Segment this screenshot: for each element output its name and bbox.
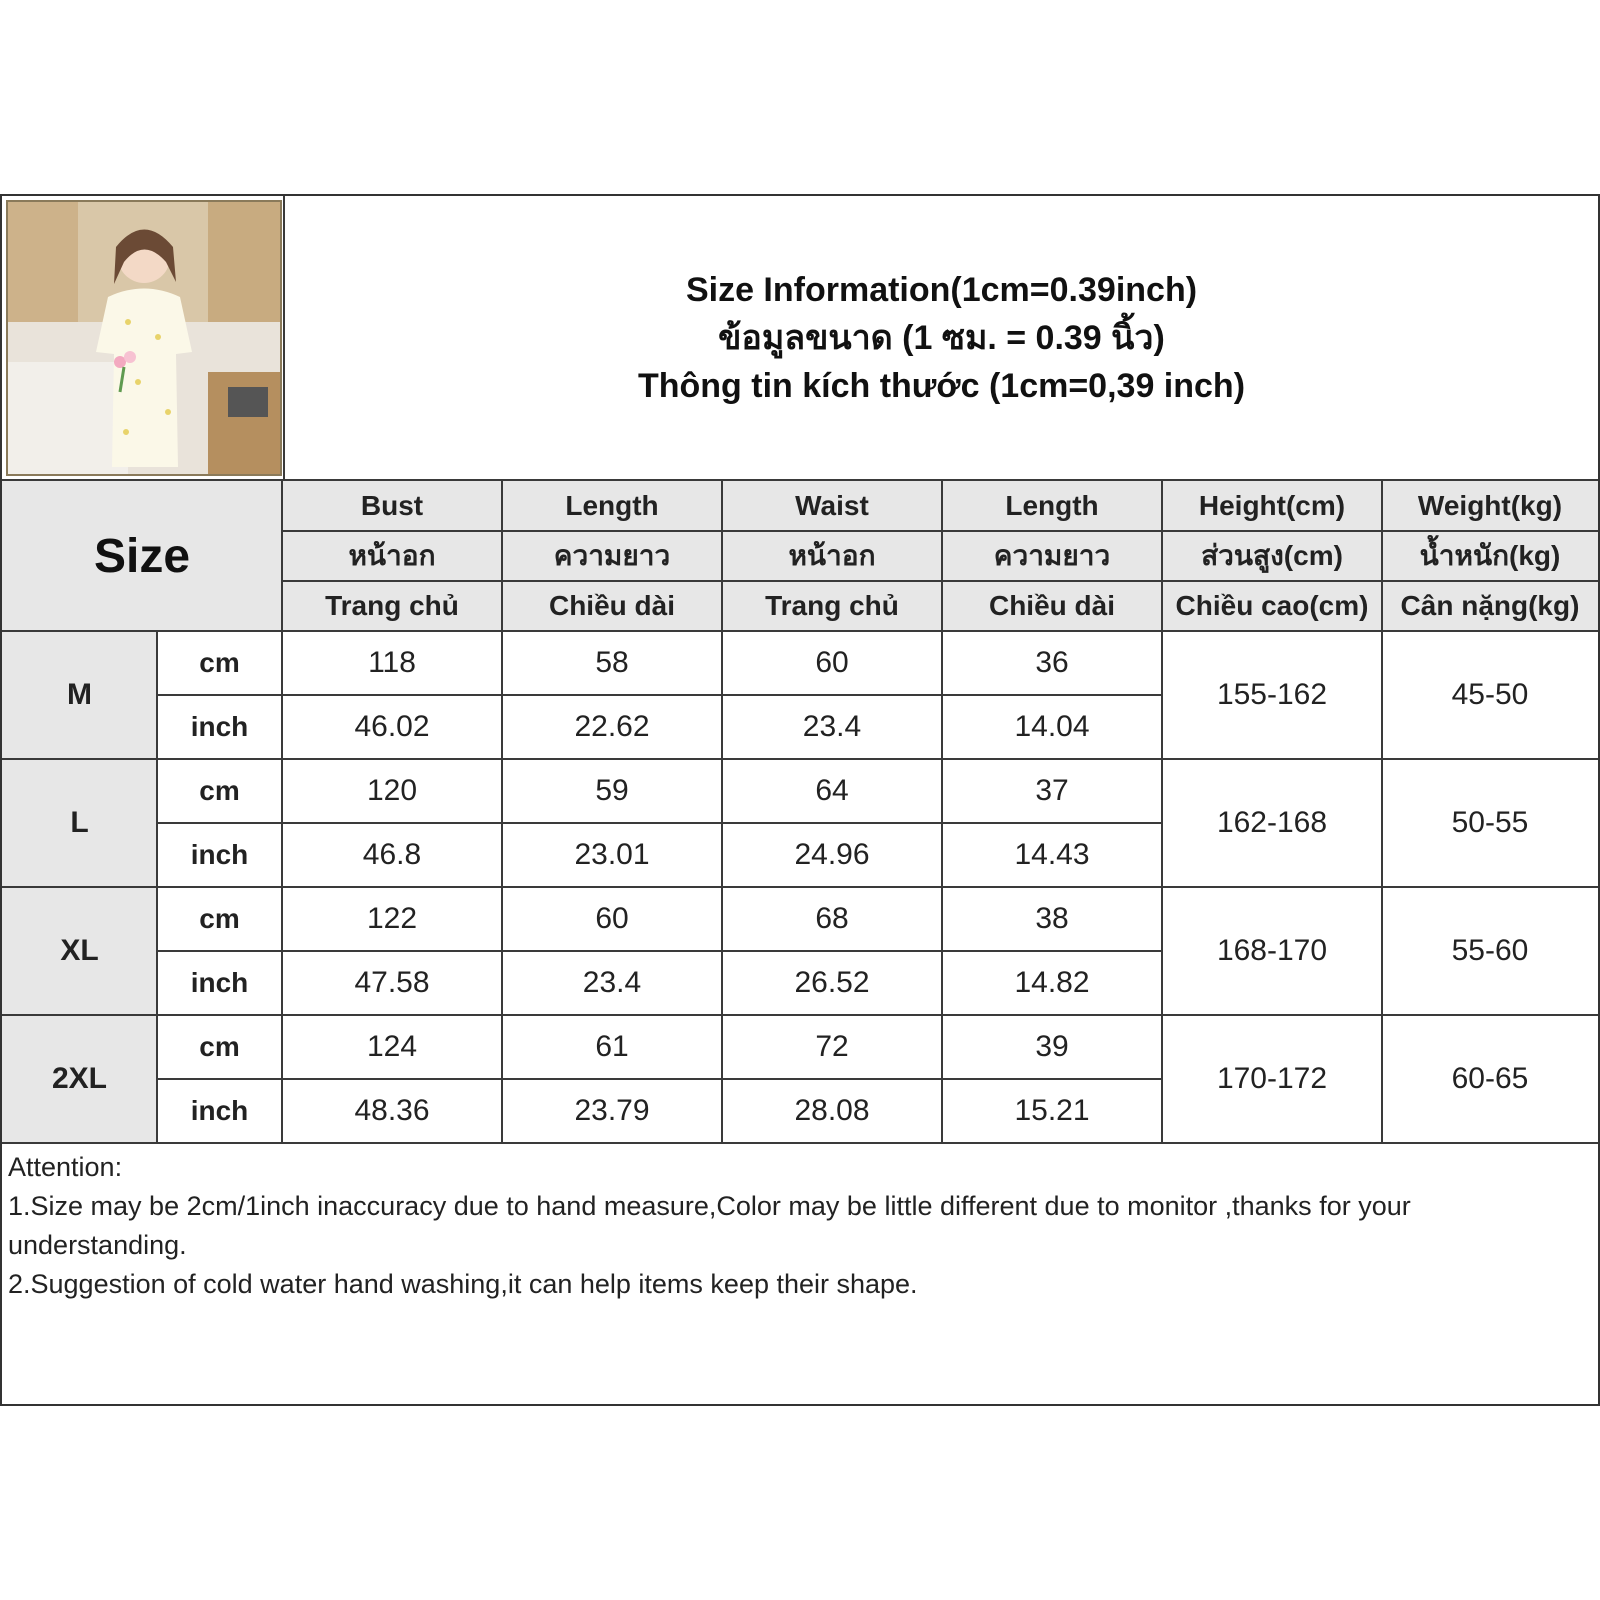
cell-cm-value: 59 (502, 759, 722, 823)
cell-inch-value: 23.4 (502, 951, 722, 1015)
size-label: L (2, 759, 157, 887)
grid-line (2, 479, 1598, 481)
column-header-vi: Chiều dài (942, 581, 1162, 631)
column-header-vi: Chiều cao(cm) (1162, 581, 1382, 631)
column-header-th: ความยาว (942, 531, 1162, 581)
cell-inch-value: 46.8 (282, 823, 502, 887)
cell-inch-value: 23.01 (502, 823, 722, 887)
title-vietnamese: Thông tin kích thước (1cm=0,39 inch) (637, 367, 1246, 405)
column-header-th: น้ำหนัก(kg) (1382, 531, 1598, 581)
cell-inch-value: 15.21 (942, 1079, 1162, 1143)
cell-cm-value: 60 (722, 631, 942, 695)
grid-line (941, 481, 943, 1143)
height-range: 168-170 (1162, 887, 1382, 1015)
grid-line (1381, 481, 1383, 1143)
cell-cm-value: 122 (282, 887, 502, 951)
column-header-vi: Chiều dài (502, 581, 722, 631)
column-header-vi: Trang chủ (282, 581, 502, 631)
cell-cm-value: 60 (502, 887, 722, 951)
grid-line (282, 530, 1598, 532)
grid-line (157, 1078, 1162, 1080)
column-header-th: ส่วนสูง(cm) (1162, 531, 1382, 581)
grid-line (721, 481, 723, 1143)
grid-line (157, 950, 1162, 952)
grid-line (157, 694, 1162, 696)
cell-cm-value: 72 (722, 1015, 942, 1079)
unit-label-cm: cm (157, 759, 282, 823)
cell-inch-value: 28.08 (722, 1079, 942, 1143)
grid-line (2, 886, 1598, 888)
unit-label-cm: cm (157, 631, 282, 695)
note-item: 1.Size may be 2cm/1inch inaccuracy due to hand measure,Color may be little different due to monitor ,thanks for your understanding. (8, 1191, 1411, 1260)
unit-label-inch: inch (157, 823, 282, 887)
title-thai: ข้อมูลขนาด (1 ซม. = 0.39 นิ้ว) (718, 319, 1165, 357)
unit-label-inch: inch (157, 951, 282, 1015)
cell-cm-value: 36 (942, 631, 1162, 695)
cell-inch-value: 14.04 (942, 695, 1162, 759)
column-header-vi: Cân nặng(kg) (1382, 581, 1598, 631)
grid-line (157, 822, 1162, 824)
cell-inch-value: 14.43 (942, 823, 1162, 887)
column-header-en: Height(cm) (1162, 481, 1382, 531)
title-block (285, 196, 1598, 480)
size-label: M (2, 631, 157, 759)
attention-notes (8, 1148, 1588, 1304)
cell-inch-value: 47.58 (282, 951, 502, 1015)
height-range: 155-162 (1162, 631, 1382, 759)
cell-cm-value: 61 (502, 1015, 722, 1079)
cell-inch-value: 14.82 (942, 951, 1162, 1015)
column-header-en: Waist (722, 481, 942, 531)
title-english: Size Information(1cm=0.39inch) (685, 271, 1198, 309)
column-header-en: Length (942, 481, 1162, 531)
grid-line (501, 481, 503, 1143)
cell-cm-value: 118 (282, 631, 502, 695)
grid-line (2, 1014, 1598, 1016)
cell-inch-value: 48.36 (282, 1079, 502, 1143)
column-header-vi: Trang chủ (722, 581, 942, 631)
size-label: 2XL (2, 1015, 157, 1143)
cell-cm-value: 120 (282, 759, 502, 823)
cell-inch-value: 23.4 (722, 695, 942, 759)
weight-range: 55-60 (1382, 887, 1598, 1015)
grid-line (283, 196, 285, 480)
column-header-th: หน้าอก (282, 531, 502, 581)
cell-cm-value: 38 (942, 887, 1162, 951)
cell-inch-value: 23.79 (502, 1079, 722, 1143)
cell-cm-value: 64 (722, 759, 942, 823)
grid-line (2, 758, 1598, 760)
weight-range: 50-55 (1382, 759, 1598, 887)
unit-label-inch: inch (157, 695, 282, 759)
column-header-en: Length (502, 481, 722, 531)
notes-heading: Attention: (8, 1152, 123, 1182)
size-chart (0, 194, 1600, 1406)
unit-label-inch: inch (157, 1079, 282, 1143)
grid-line (2, 630, 1598, 632)
height-range: 162-168 (1162, 759, 1382, 887)
unit-label-cm: cm (157, 1015, 282, 1079)
grid-line (156, 631, 158, 1143)
grid-line (281, 481, 283, 1143)
cell-cm-value: 68 (722, 887, 942, 951)
note-item: 2.Suggestion of cold water hand washing,it can help items keep their shape. (8, 1269, 918, 1299)
grid-line (282, 580, 1598, 582)
column-header-th: ความยาว (502, 531, 722, 581)
size-label: XL (2, 887, 157, 1015)
cell-cm-value: 37 (942, 759, 1162, 823)
cell-cm-value: 124 (282, 1015, 502, 1079)
grid-line (1161, 481, 1163, 1143)
weight-range: 60-65 (1382, 1015, 1598, 1143)
product-photo (6, 200, 282, 476)
cell-inch-value: 22.62 (502, 695, 722, 759)
column-header-en: Weight(kg) (1382, 481, 1598, 531)
size-header: Size (2, 481, 282, 631)
cell-cm-value: 39 (942, 1015, 1162, 1079)
height-range: 170-172 (1162, 1015, 1382, 1143)
weight-range: 45-50 (1382, 631, 1598, 759)
cell-inch-value: 46.02 (282, 695, 502, 759)
cell-inch-value: 26.52 (722, 951, 942, 1015)
cell-cm-value: 58 (502, 631, 722, 695)
unit-label-cm: cm (157, 887, 282, 951)
column-header-en: Bust (282, 481, 502, 531)
column-header-th: หน้าอก (722, 531, 942, 581)
grid-line (2, 1142, 1598, 1144)
cell-inch-value: 24.96 (722, 823, 942, 887)
model-image (8, 202, 280, 474)
